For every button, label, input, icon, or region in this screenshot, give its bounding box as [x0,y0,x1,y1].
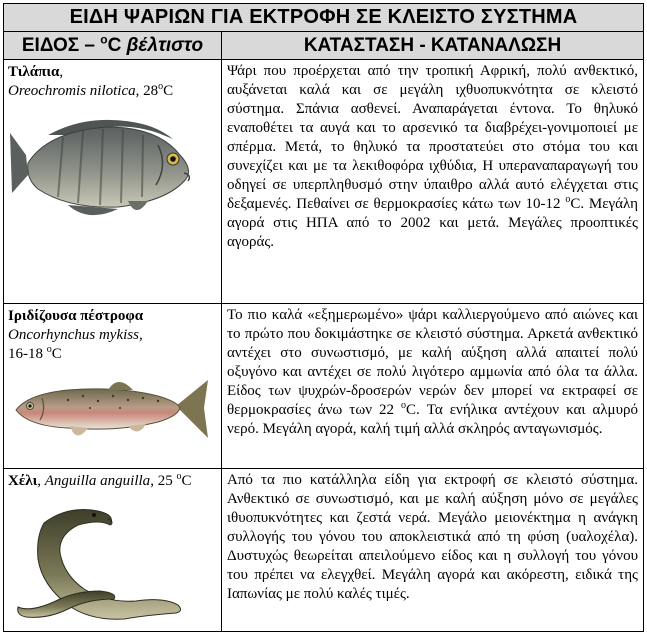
scientific-name: Oncorhynchus mykiss, [8,327,143,343]
table-row [4,60,644,304]
trout-image [8,368,213,448]
description-text: Από τα πιο κατάλληλα είδη για εκτροφή σε κλειστό σύστημα. Ανθεκτικό σε συνωστισμό, και με καλή αύξηση μόνο σε μεγάλες ιθυοπυκνότητες και ζεστά νερά. Μεγάλο μειονέκτημα η ανάγκη συλλογής του γόνου του αποκλειστικά από τη φύση (υαλοχέλα). Δυστυχώς θεωρείται απειλούμενο είδος και η συλλογή του γόνου του πρέπει να ελεγχθεί. Μεγάλη αγορά και ακόρεστη, ειδικά της Ιαπωνίας με πολύ καλές τιμές. [227,472,638,602]
column-header-species-suffix: βέλτιστο [121,34,204,56]
species-cell [4,304,222,469]
degree-sign: o [176,471,182,482]
column-header-species-prefix: ΕΙΔΟΣ – [21,34,101,56]
column-header-species-unit: C [107,34,122,56]
description-text: Το πιο καλά «εξημερωμένο» ψάρι καλλιεργούμενο από αιώνες και το πρώτο που δοκιμάστηκε σε κλειστό σύστημα. Αρκετά ανθεκτικό αντέχει στο συνωστισμό, με καλή αύξηση αλλά απαιτεί πολύ οξυγόνο και αντέχει σε πολύ λιγότερο αμμωνία από όλα τα άλλα. Είδος των ψυχρών-δροσερών νερών δεν μπορεί να εκτραφεί σε θερμοκρασίες άνω των 22 [227,307,638,418]
description-text: Ψάρι που προέρχεται από την τροπική Αφρική, πολύ ανθεκτικό, αυξάνεται καλά και σε μεγάλη ιχθυοπυκνότητα σε κλειστό σύστημα. Σπάνια ασθενεί. Αναπαράγεται έντονα. Το θηλυκό εναποθέτει τα αυγά και το αρσενικό τα διαβρέχει-γονιμοποιεί με σπέρμα. Μετά, το θηλυκό τα προστατεύει στο στόμα του και συνεχίζει και με τα λεκιθοφόρα ιχθύδια, Η υπεραναπαραγωγή του οδηγεί σε υπερπληθυσμό στην ύπαιθρο αλλά αυτό ελέγχεται στις δεξαμενές. Πεθαίνει σε θερμοκρασίες κάτω των 10-12 [227,63,638,212]
table-row [4,304,644,469]
species-label [8,472,217,491]
description-cell [222,469,644,632]
temperature-value: , 28 [135,83,159,99]
degree-sign: o [46,344,52,355]
name-separator: , [59,64,64,80]
scientific-name: Anguilla anguilla [44,473,151,489]
table-title: ΕΙΔΗ ΨΑΡΙΩΝ ΓΙΑ ΕΚΤΡΟΦΗ ΣΕ ΚΛΕΙΣΤΟ ΣΥΣΤΗΜΑ [4,4,644,32]
description-cell [222,304,644,469]
degree-sign: o [565,194,571,205]
species-cell [4,469,222,632]
description-cell [222,60,644,304]
degree-sign: o [400,400,406,411]
temperature-value: , 25 [150,473,177,489]
eel-image [8,495,208,630]
temperature-value: 16-18 [8,346,47,362]
description-text-continued: C. Μεγάλη αγορά στις ΗΠΑ από το 2002 και μετά. Μεγάλες προοπτικές αγοράς. [227,196,638,250]
fish-species-table [3,3,644,632]
column-header-status: ΚΑΤΑΣΤΑΣΗ - ΚΑΤΑΝΑΛΩΣΗ [222,32,644,60]
temperature-unit: C [51,346,62,362]
common-name: Χέλι [8,473,38,489]
name-separator: , [37,473,45,489]
temperature-unit: C [181,473,192,489]
tilapia-image [8,105,208,225]
scientific-name: Oreochromis nilotica [8,83,136,99]
temperature-unit: C [163,83,174,99]
species-label [8,307,217,364]
species-label [8,63,217,101]
column-header-species [4,32,222,60]
common-name: Ιριδίζουσα πέστροφα [8,308,144,324]
degree-sign: o [158,81,164,92]
degree-sign: o [100,32,108,47]
table-row [4,469,644,632]
description-text-continued: C. Τα ενήλικα αντέχουν και αλμυρό νερό. Μεγάλη αγορά, καλή τιμή αλλά σκληρός ανταγωνισμός. [227,402,638,437]
species-cell [4,60,222,304]
common-name: Τιλάπια [8,64,60,80]
